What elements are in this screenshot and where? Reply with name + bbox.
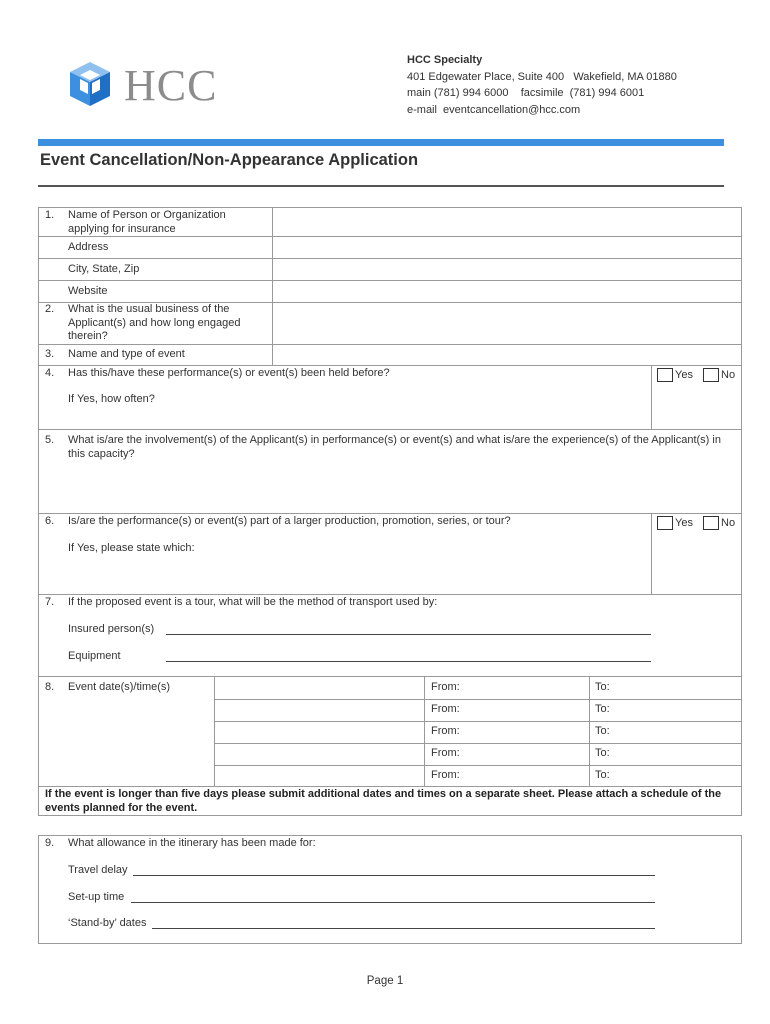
q9-label: What allowance in the itinerary has been made for: — [68, 837, 316, 849]
date-row[interactable] — [215, 700, 741, 721]
from-label: From: — [431, 703, 460, 715]
to-label: To: — [595, 725, 610, 737]
logo-wordmark: HCC — [124, 61, 218, 110]
q6-yes-checkbox[interactable] — [657, 516, 673, 530]
date-row[interactable] — [215, 744, 741, 765]
q1-label: Name of Person or Organization applying for insurance — [68, 209, 226, 235]
q6-no-checkbox[interactable] — [703, 516, 719, 530]
standby-label: ‘Stand-by’ dates — [68, 917, 147, 929]
company-phone: main (781) 994 6000 facsimile (781) 994 6001 — [407, 87, 645, 100]
q5-number: 5. — [45, 434, 55, 446]
equipment-line[interactable] — [166, 661, 651, 662]
city-label: City, State, Zip — [68, 263, 140, 275]
to-label: To: — [595, 769, 610, 781]
company-email: e-mail eventcancellation@hcc.com — [407, 104, 581, 117]
equipment-label: Equipment — [68, 650, 121, 662]
q2-number: 2. — [45, 303, 55, 315]
business-field[interactable] — [273, 303, 741, 344]
website-field[interactable] — [273, 281, 741, 302]
q8-label: Event date(s)/time(s) — [68, 681, 171, 693]
company-address: 401 Edgewater Place, Suite 400 Wakefield, MA 01880 — [407, 70, 677, 83]
company-info — [407, 52, 677, 119]
travel-delay-line[interactable] — [133, 875, 655, 876]
q9-number: 9. — [45, 837, 55, 849]
standby-line[interactable] — [152, 928, 655, 929]
q1-number: 1. — [45, 209, 55, 221]
from-label: From: — [431, 769, 460, 781]
setup-time-label: Set-up time — [68, 891, 125, 903]
q6-yes-label: Yes — [675, 517, 693, 529]
setup-time-line[interactable] — [131, 902, 655, 903]
company-name: HCC Specialty — [407, 54, 483, 66]
q3-number: 3. — [45, 348, 55, 360]
to-label: To: — [595, 681, 610, 693]
q4-no-checkbox[interactable] — [703, 368, 719, 382]
insured-label: Insured person(s) — [68, 623, 155, 635]
to-label: To: — [595, 747, 610, 759]
from-label: From: — [431, 747, 460, 759]
q4-followup: If Yes, how often? — [68, 393, 155, 405]
hcc-logo — [68, 60, 218, 110]
cube-logo-icon — [68, 60, 112, 108]
q4-yes-checkbox[interactable] — [657, 368, 673, 382]
q6-number: 6. — [45, 515, 55, 527]
address-label: Address — [68, 241, 109, 253]
q7-number: 7. — [45, 596, 55, 608]
q4-number: 4. — [45, 367, 55, 379]
insured-line[interactable] — [166, 634, 651, 635]
from-label: From: — [431, 681, 460, 693]
q7-label: If the proposed event is a tour, what will be the method of transport used by: — [68, 596, 438, 608]
q3-label: Name and type of event — [68, 348, 185, 360]
title-rule — [38, 185, 724, 187]
q4-no-label: No — [721, 369, 736, 381]
q6-label: Is/are the performance(s) or event(s) part of a larger production, promotion, series, or tour? — [68, 515, 511, 527]
q6-followup: If Yes, please state which: — [68, 542, 195, 554]
page-title: Event Cancellation/Non-Appearance Application — [40, 151, 419, 169]
date-row[interactable] — [215, 678, 741, 699]
event-type-field[interactable] — [273, 345, 741, 366]
to-label: To: — [595, 703, 610, 715]
q5-label: What is/are the involvement(s) of the Applicant(s) in performance(s) or event(s) and what is/are the experience(s) of the Applicant(s) in this capacity? — [68, 434, 721, 460]
page-number: Page 1 — [366, 975, 404, 987]
accent-bar — [38, 139, 724, 146]
q4-yes-label: Yes — [675, 369, 693, 381]
q6-no-label: No — [721, 517, 736, 529]
travel-delay-label: Travel delay — [68, 864, 128, 876]
address-field[interactable] — [273, 237, 741, 258]
q4-label: Has this/have these performance(s) or event(s) been held before? — [68, 367, 390, 379]
schedule-note: If the event is longer than five days please submit additional dates and times on a separate sheet. Please attach a schedule of the events planned for the event. — [45, 788, 722, 814]
website-label: Website — [68, 285, 108, 297]
q2-label: What is the usual business of the Applicant(s) and how long engaged therein? — [68, 303, 241, 342]
date-row[interactable] — [215, 766, 741, 787]
from-label: From: — [431, 725, 460, 737]
applicant-name-field[interactable] — [273, 208, 741, 236]
q8-number: 8. — [45, 681, 55, 693]
city-field[interactable] — [273, 259, 741, 280]
date-row[interactable] — [215, 722, 741, 743]
